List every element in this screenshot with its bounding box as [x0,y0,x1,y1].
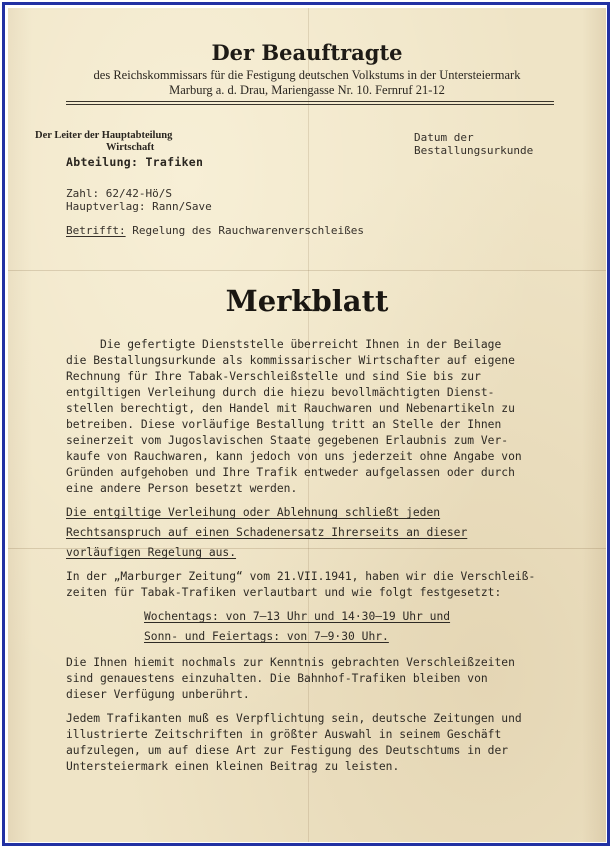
underlined-line: Die entgiltige Verleihung oder Ablehnung schließt jeden [66,506,441,519]
paragraph-line: Untersteiermark einen kleinen Beitrag zu leisten. [66,760,400,773]
underlined-line: vorläufigen Regelung aus. [66,546,237,559]
paragraph-line: Die gefertigte Dienststelle überreicht Ihnen in der Beilage [66,338,502,351]
department-name: Wirtschaft [106,142,155,153]
paragraph-line: Rechnung für Ihre Tabak-Verschleißstelle und sind Sie bis zur [66,370,481,383]
subject-label: Betrifft: [66,224,126,237]
paragraph-line: Die Ihnen hiemit nochmals zur Kenntnis gebrachten Verschleißzeiten [66,656,515,669]
paragraph-line: Jedem Trafikanten muß es Verpflichtung sein, deutsche Zeitungen und [66,712,522,725]
letterhead-title: Der Beauftragte [211,40,403,65]
subject-line [66,224,364,237]
header-rule [66,104,554,105]
paragraph-line: sind genauestens einzuhalten. Die Bahnhof-Trafiken bleiben von [66,672,488,685]
paragraph-line: aufzulegen, um auf diese Art zur Festigung des Deutschtums in der [66,744,509,757]
paragraph-line: stellen berechtigt, den Handel mit Rauchwaren und Nebenartikeln zu [66,402,515,415]
paragraph-line: dieser Verfügung unberührt. [66,688,250,701]
paragraph-line: Gründen aufgehoben und Ihre Trafik entweder aufgelassen oder durch [66,466,515,479]
reference-number: Zahl: 62/42-Hö/S [66,187,172,200]
document-title: Merkblatt [225,284,389,318]
paragraph-line: kaufe von Rauchwaren, kann jedoch von uns jederzeit ohne Angabe von [66,450,522,463]
paragraph-line: In der „Marburger Zeitung“ vom 21.VII.1941, haben wir die Verschleiß- [66,570,536,583]
subject-text: Regelung des Rauchwarenverschleißes [125,224,365,237]
letterhead-address: Marburg a. d. Drau, Mariengasse Nr. 10. Fernruf 21-12 [169,83,445,97]
department-head-label: Der Leiter der Hauptabteilung [35,130,173,141]
paragraph-line: zeiten für Tabak-Trafiken verlautbart und wie folgt festgesetzt: [66,586,502,599]
main-office: Hauptverlag: Rann/Save [66,200,212,213]
underlined-line: Rechtsanspruch auf einen Schadenersatz Ihrerseits an dieser [66,526,468,539]
paragraph-line: die Bestallungsurkunde als kommissarischer Wirtschafter auf eigene [66,354,515,367]
document-paper [8,8,606,842]
opening-hours-weekdays: Wochentags: von 7–13 Uhr und 14·30–19 Uhr und [144,610,451,623]
paper-fold [8,270,606,271]
paragraph-line: illustrierte Zeitschriften in größter Auswahl in seinem Geschäft [66,728,502,741]
letterhead-subtitle: des Reichskommissars für die Festigung deutschen Volkstums in der Untersteiermark [93,68,521,82]
paragraph-line: betreiben. Diese vorläufige Bestallung tritt an Stelle der Ihnen [66,418,502,431]
header-rule [66,101,554,102]
paragraph-line: entgiltigen Verleihung durch die hiezu bevollmächtigten Dienst- [66,386,495,399]
opening-hours-holidays: Sonn- und Feiertags: von 7–9·30 Uhr. [144,630,389,643]
paragraph-line: eine andere Person besetzt werden. [66,482,298,495]
date-label-line2: Bestallungsurkunde [414,144,534,157]
date-label: Datum der [414,131,474,144]
paragraph-line: seinerzeit vom Jugoslavischen Staate gegebenen Erlaubnis zum Ver- [66,434,509,447]
section-label: Abteilung: Trafiken [66,155,204,169]
